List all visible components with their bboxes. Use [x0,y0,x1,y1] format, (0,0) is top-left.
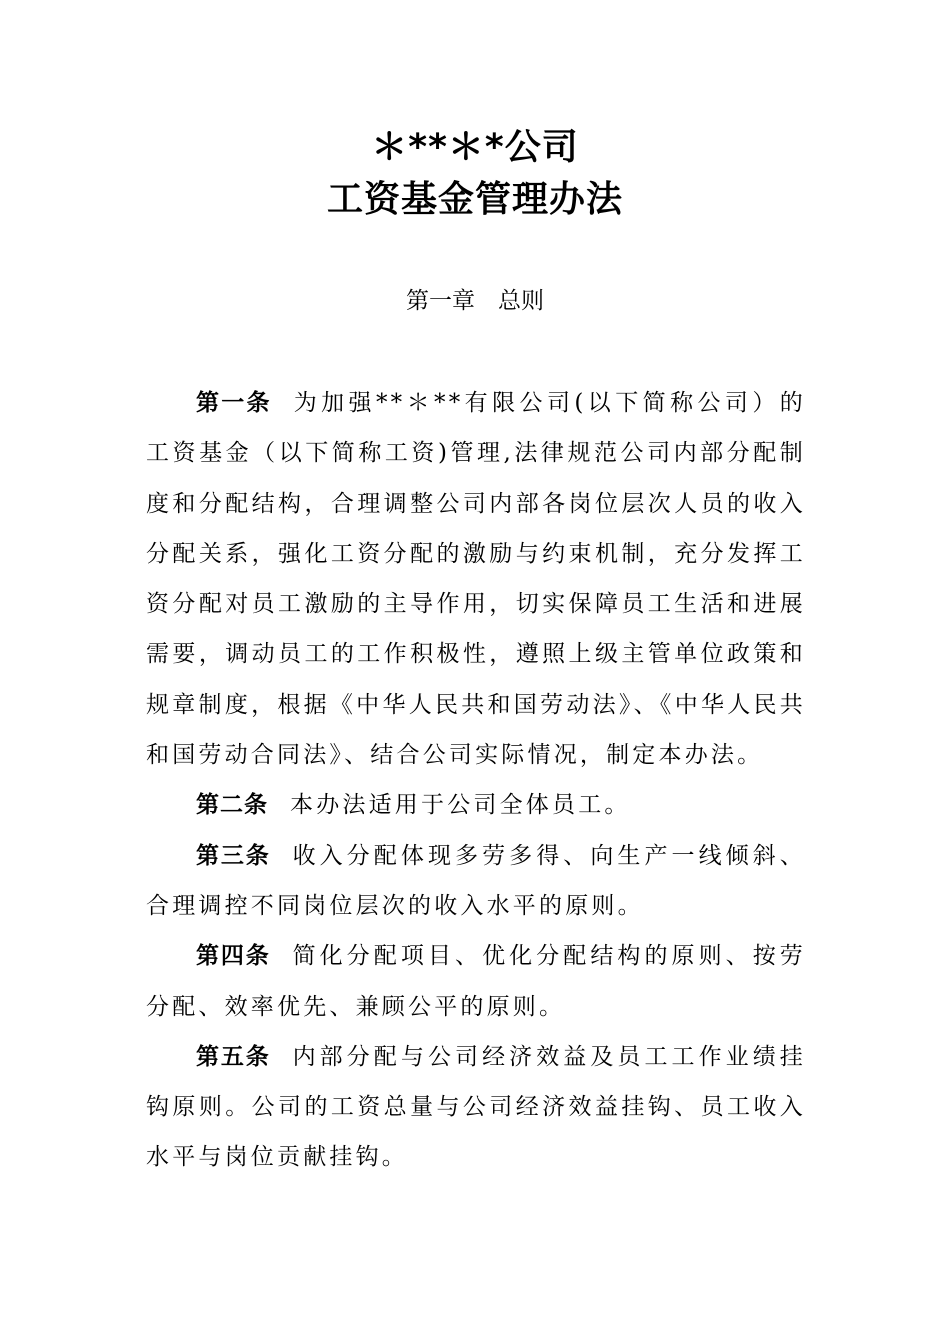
article-text: 简化分配项目、优化分配结构的原则、按劳分配、效率优先、兼顾公平的原则。 [146,943,806,1020]
article-text: 收入分配体现多劳多得、向生产一线倾斜、合理调控不同岗位层次的收入水平的原则。 [146,842,806,919]
article-label: 第二条 [196,792,268,819]
article-4 [146,931,806,1032]
article-text: 为加强**＊**有限公司(以下简称公司）的工资基金（以下简称工资)管理,法律规范公司内部分配制度和分配结构，合理调整公司内部各岗位层次人员的收入分配关系，强化工资分配的激励与约束机制，充分发挥工资分配对员工激励的主导作用，切实保障员工生活和进展需要，调动员工的工作积极性，遵照上级主管单位政策和规章制度，根据《中华人民共和国劳动法》、《中华人民共和国劳动合同法》、结合公司实际情况，制定本办法。 [146,390,806,769]
article-5 [146,1032,806,1183]
article-label: 第四条 [196,943,271,970]
article-2 [146,780,806,830]
regulation-title-heading: 工资基金管理办法 [326,179,623,220]
article-label: 第三条 [196,842,271,869]
document-title [0,122,950,226]
article-1 [146,378,806,780]
company-name-heading: ＊**＊*公司 [371,127,579,168]
document-body [146,378,806,1183]
chapter-heading: 第一章 总则 [406,288,544,314]
article-text: 内部分配与公司经济效益及员工工作业绩挂钩原则。公司的工资总量与公司经济效益挂钩、员工收入水平与岗位贡献挂钩。 [146,1043,806,1171]
article-text: 本办法适用于公司全体员工。 [290,792,631,819]
article-3 [146,831,806,932]
article-label: 第一条 [196,390,272,416]
article-label: 第五条 [196,1043,271,1070]
